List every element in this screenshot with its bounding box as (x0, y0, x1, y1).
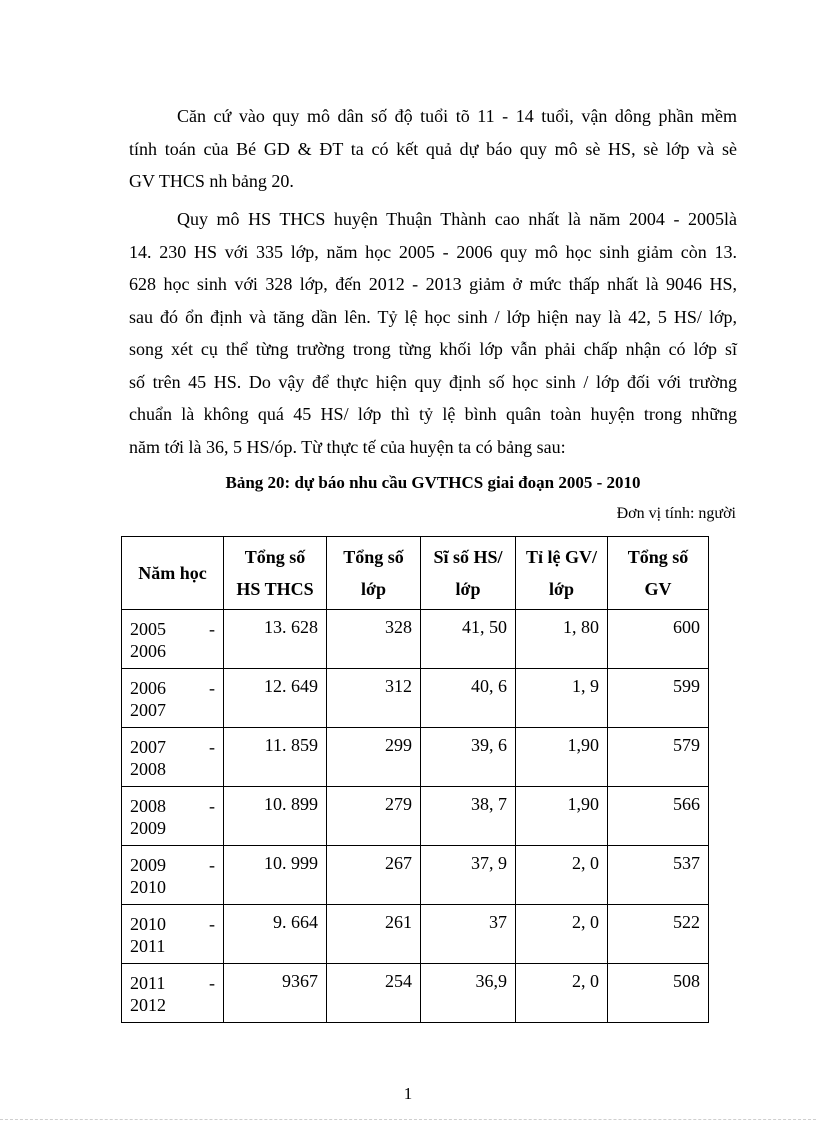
paragraph-line: Căn cứ vào quy mô dân số độ tuổi tõ 11 - 14 tuổi, vận dông phần mềm (177, 106, 737, 126)
paragraph-line: số trên 45 HS. Do vậy để thực hiện quy định số học sinh / lớp đối với trường (129, 371, 737, 392)
table-row (122, 964, 709, 1023)
cell-year: 2006 - 2007 (122, 669, 224, 728)
column-header-year: Năm học (122, 537, 224, 610)
cell-classes: 312 (327, 669, 421, 728)
cell-classes: 267 (327, 846, 421, 905)
paragraph-line: sau đó ổn định và tăng dần lên. Tỷ lệ học sinh / lớp hiện nay là 42, 5 HS/ lớp, (129, 306, 737, 327)
page-footer-divider (0, 1119, 816, 1120)
cell-students: 9367 (224, 964, 327, 1023)
table-row (122, 669, 709, 728)
cell-classes: 279 (327, 787, 421, 846)
cell-teachers: 599 (608, 669, 709, 728)
cell-teacher-ratio: 1,90 (516, 728, 608, 787)
cell-year: 2005 - 2006 (122, 610, 224, 669)
page-number: 1 (403, 1084, 413, 1103)
paragraph-2 (129, 203, 737, 463)
paragraph-line: song xét cụ thể từng trường trong từng khối lớp vẫn phải chấp nhận có lớp sĩ (129, 339, 737, 359)
table-caption: Bảng 20: dự báo nhu cầu GVTHCS giai đoạn 2005 - 2010 (225, 473, 641, 492)
table-row (122, 846, 709, 905)
cell-students: 13. 628 (224, 610, 327, 669)
forecast-table (121, 536, 709, 1023)
paragraph-line: 628 học sinh với 328 lớp, đến 2012 - 2013 giảm ở mức thấp nhất là 9046 HS, (129, 274, 737, 294)
cell-classes: 254 (327, 964, 421, 1023)
cell-class-size: 37 (421, 905, 516, 964)
cell-year: 2010 - 2011 (122, 905, 224, 964)
table-row (122, 610, 709, 669)
column-header-teacher-ratio: Tỉ lệ GV/ lớp (516, 537, 608, 610)
cell-teachers: 566 (608, 787, 709, 846)
column-header-teachers: Tổng số GV (608, 537, 709, 610)
cell-class-size: 37, 9 (421, 846, 516, 905)
table-row (122, 905, 709, 964)
paragraph-line: Quy mô HS THCS huyện Thuận Thành cao nhất là năm 2004 - 2005là (177, 209, 737, 229)
cell-teacher-ratio: 1, 9 (516, 669, 608, 728)
cell-year: 2008 - 2009 (122, 787, 224, 846)
cell-year: 2007 - 2008 (122, 728, 224, 787)
cell-class-size: 38, 7 (421, 787, 516, 846)
cell-class-size: 41, 50 (421, 610, 516, 669)
cell-teachers: 537 (608, 846, 709, 905)
table-header-row (122, 537, 709, 610)
cell-teachers: 508 (608, 964, 709, 1023)
table-row (122, 787, 709, 846)
cell-classes: 261 (327, 905, 421, 964)
cell-class-size: 36,9 (421, 964, 516, 1023)
cell-class-size: 40, 6 (421, 669, 516, 728)
cell-students: 10. 899 (224, 787, 327, 846)
cell-classes: 328 (327, 610, 421, 669)
cell-students: 10. 999 (224, 846, 327, 905)
paragraph-line: năm tới là 36, 5 HS/óp. Từ thực tế của huyện ta có bảng sau: (129, 436, 566, 457)
cell-teachers: 522 (608, 905, 709, 964)
paragraph-line: 14. 230 HS với 335 lớp, năm học 2005 - 2006 quy mô học sinh giảm còn 13. (129, 241, 737, 262)
paragraph-line: GV THCS nh bảng 20. (129, 171, 294, 191)
cell-teachers: 600 (608, 610, 709, 669)
cell-classes: 299 (327, 728, 421, 787)
column-header-class-size: Sĩ số HS/ lớp (421, 537, 516, 610)
cell-teachers: 579 (608, 728, 709, 787)
table-unit-note: Đơn vị tính: người (616, 505, 736, 522)
cell-teacher-ratio: 2, 0 (516, 964, 608, 1023)
cell-year: 2009 - 2010 (122, 846, 224, 905)
cell-year: 2011 - 2012 (122, 964, 224, 1023)
cell-students: 9. 664 (224, 905, 327, 964)
paragraph-line: chuẩn là không quá 45 HS/ lớp thì tỷ lệ bình quân toàn huyện trong những (129, 404, 737, 424)
table-row (122, 728, 709, 787)
cell-students: 11. 859 (224, 728, 327, 787)
cell-students: 12. 649 (224, 669, 327, 728)
column-header-classes: Tổng số lớp (327, 537, 421, 610)
cell-teacher-ratio: 1,90 (516, 787, 608, 846)
cell-teacher-ratio: 1, 80 (516, 610, 608, 669)
column-header-students: Tổng số HS THCS (224, 537, 327, 610)
paragraph-line: tính toán của Bé GD & ĐT ta có kết quả dự báo quy mô sè HS, sè lớp và sè (129, 138, 737, 159)
cell-teacher-ratio: 2, 0 (516, 846, 608, 905)
cell-class-size: 39, 6 (421, 728, 516, 787)
paragraph-1 (129, 100, 737, 198)
cell-teacher-ratio: 2, 0 (516, 905, 608, 964)
